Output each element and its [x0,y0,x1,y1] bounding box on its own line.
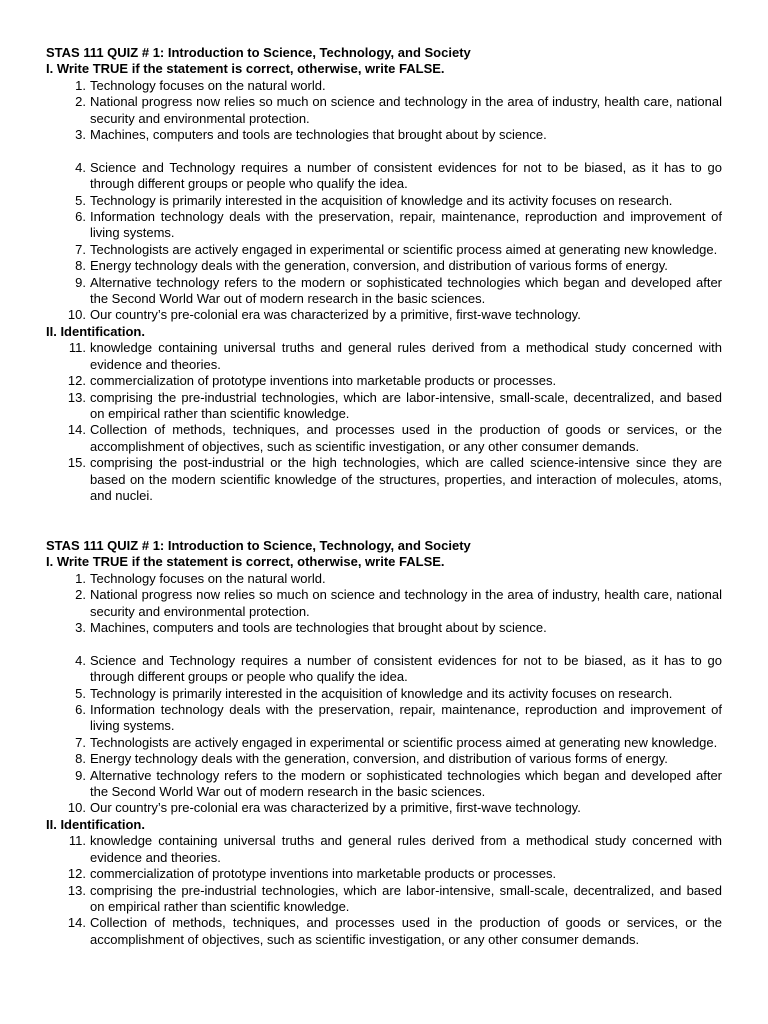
item-text: Technology focuses on the natural world. [90,77,326,93]
quiz-block [46,538,722,948]
item-number: 2. [75,587,86,603]
list-item [46,94,722,127]
item-number: 6. [75,209,86,225]
quiz-title: STAS 111 QUIZ # 1: Introduction to Science, Technology, and Society [46,45,471,60]
list-item [46,340,722,373]
item-text: Technology focuses on the natural world. [90,570,326,586]
list-item [46,735,722,751]
item-text: Science and Technology requires a number of consistent evidences for not to be biased, as it has to go through different groups or people who qualify the idea. [90,652,722,685]
item-number: 5. [75,192,86,208]
item-number: 7. [75,734,86,750]
item-text: comprising the pre-industrial technologies, which are labor-intensive, small-scale, decentralized, and based on empirical rather than scientific knowledge. [90,882,722,914]
item-text: Information technology deals with the preservation, repair, maintenance, reproduction and improvement of living systems. [90,702,722,734]
item-text: Alternative technology refers to the modern or sophisticated technologies which began and developed after the Second World War out of modern research in the basic sciences. [90,767,722,800]
item-text: Machines, computers and tools are technologies that brought about by science. [90,127,547,143]
item-number: 15. [67,455,86,471]
list-item [46,455,722,504]
item-text: knowledge containing universal truths and general rules derived from a methodical study concerned with evidence and theories. [90,340,722,372]
item-text: Collection of methods, techniques, and processes used in the production of goods or services, or the accomplishment of objectives, such as scientific investigation, or any other consumer demands. [90,915,722,947]
identification-list [46,340,722,504]
list-item [46,275,722,308]
list-item [46,390,722,423]
item-text: comprising the pre-industrial technologies, which are labor-intensive, small-scale, decentralized, and based on empirical rather than scientific knowledge. [90,389,722,421]
item-number: 8. [75,751,86,767]
list-item [46,833,722,866]
quiz-block [46,45,722,504]
item-number: 10. [67,800,86,816]
item-text: Information technology deals with the preservation, repair, maintenance, reproduction and improvement of living systems. [90,209,722,241]
part2-heading: II. Identification. [46,323,145,339]
list-item [46,751,722,767]
item-text: Technology is primarily interested in the acquisition of knowledge and its activity focuses on research. [90,192,673,208]
item-number: 9. [75,767,86,783]
list-item [46,422,722,455]
item-number: 14. [67,422,86,438]
item-text: Energy technology deals with the generation, conversion, and distribution of various forms of energy. [90,751,668,767]
list-item [46,587,722,620]
item-number: 11. [68,833,86,849]
list-item [46,620,722,636]
item-number: 14. [67,915,86,931]
list-item [46,866,722,882]
item-number: 5. [75,685,86,701]
true-false-list [46,78,722,324]
list-item [46,209,722,242]
item-number: 2. [75,94,86,110]
item-text: Technologists are actively engaged in experimental or scientific process aimed at generating new knowledge. [90,241,718,257]
item-number: 11. [68,340,86,356]
item-text: Technologists are actively engaged in experimental or scientific process aimed at generating new knowledge. [90,734,718,750]
item-text: Collection of methods, techniques, and processes used in the production of goods or services, or the accomplishment of objectives, such as scientific investigation, or any other consumer demands. [90,422,722,454]
list-item [46,242,722,258]
item-number: 4. [75,159,86,175]
item-number: 10. [67,307,86,323]
item-number: 4. [75,652,86,668]
item-text: commercialization of prototype inventions into marketable products or processes. [90,866,557,882]
identification-list [46,833,722,948]
item-text: Machines, computers and tools are technologies that brought about by science. [90,620,547,636]
item-text: Our country’s pre-colonial era was characterized by a primitive, first-wave technology. [90,307,581,323]
true-false-list [46,571,722,817]
item-text: commercialization of prototype inventions into marketable products or processes. [90,373,557,389]
list-item [46,768,722,801]
list-item [46,800,722,816]
item-text: Science and Technology requires a number of consistent evidences for not to be biased, as it has to go through different groups or people who qualify the idea. [90,159,722,192]
item-number: 12. [67,866,86,882]
list-item [46,78,722,94]
item-number: 3. [75,127,86,143]
item-number: 13. [67,882,86,898]
item-number: 7. [75,241,86,257]
item-number: 6. [75,702,86,718]
list-item [46,702,722,735]
list-item [46,883,722,916]
item-text: National progress now relies so much on science and technology in the area of industry, health care, national security and environmental protection. [90,94,722,126]
item-number: 12. [67,373,86,389]
item-text: Energy technology deals with the generation, conversion, and distribution of various forms of energy. [90,258,668,274]
list-item [46,127,722,143]
list-item [46,160,722,193]
item-number: 3. [75,620,86,636]
item-text: Alternative technology refers to the modern or sophisticated technologies which began and developed after the Second World War out of modern research in the basic sciences. [90,274,722,307]
quiz-title: STAS 111 QUIZ # 1: Introduction to Science, Technology, and Society [46,538,471,553]
item-number: 9. [75,274,86,290]
item-text: National progress now relies so much on science and technology in the area of industry, health care, national security and environmental protection. [90,587,722,619]
item-number: 1. [75,77,86,93]
part2-heading: II. Identification. [46,816,145,832]
item-number: 13. [67,389,86,405]
list-item [46,915,722,948]
item-text: comprising the post-industrial or the high technologies, which are called science-intensive since they are based on the modern scientific knowledge of the structures, properties, and interaction of molecules, atoms, and nuclei. [90,455,722,503]
list-item [46,571,722,587]
part1-heading: I. Write TRUE if the statement is correct, otherwise, write FALSE. [46,61,445,77]
list-item [46,686,722,702]
item-number: 1. [75,570,86,586]
list-item [46,193,722,209]
list-item [46,373,722,389]
part1-heading: I. Write TRUE if the statement is correct, otherwise, write FALSE. [46,554,445,570]
list-item [46,307,722,323]
list-item [46,653,722,686]
list-item [46,258,722,274]
item-text: Technology is primarily interested in the acquisition of knowledge and its activity focuses on research. [90,685,673,701]
item-text: knowledge containing universal truths and general rules derived from a methodical study concerned with evidence and theories. [90,833,722,865]
item-number: 8. [75,258,86,274]
item-text: Our country’s pre-colonial era was characterized by a primitive, first-wave technology. [90,800,581,816]
